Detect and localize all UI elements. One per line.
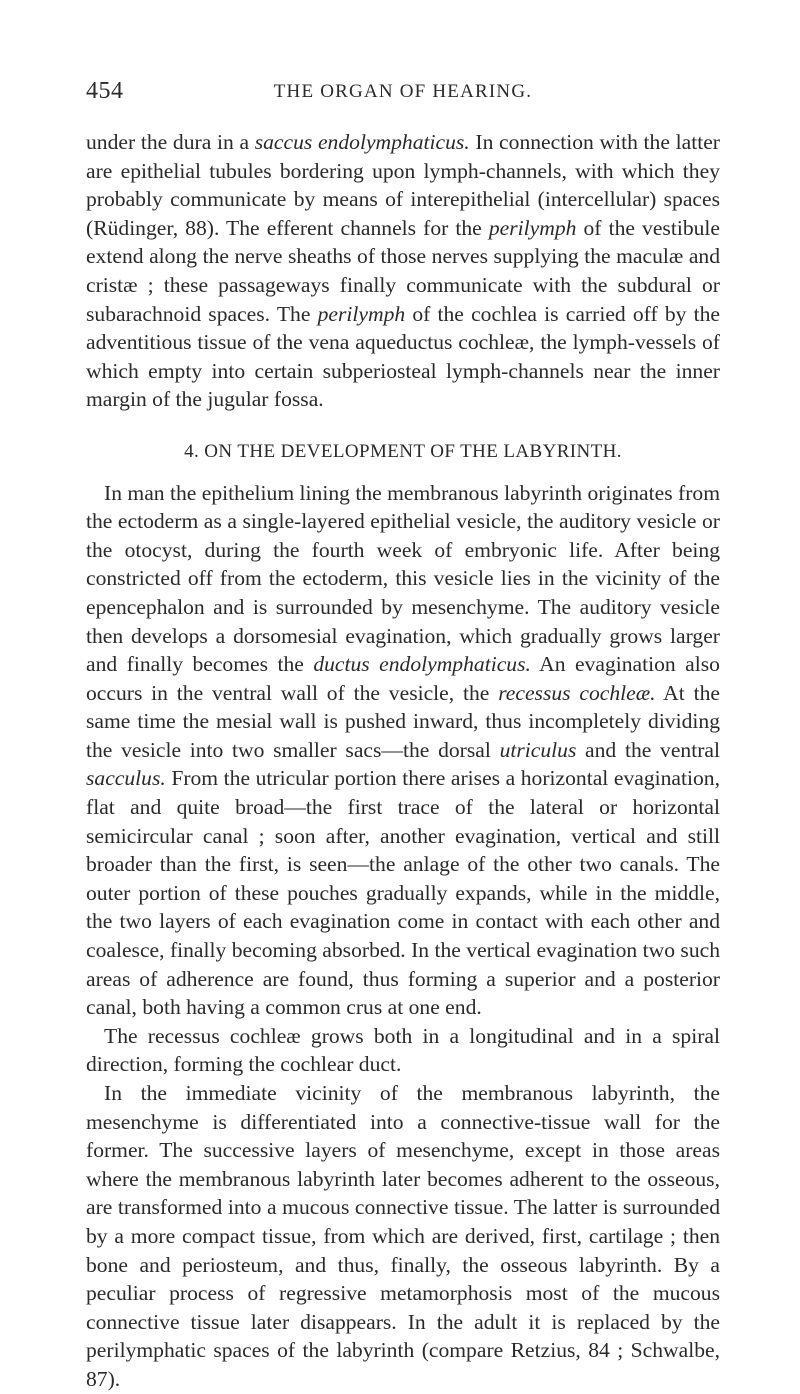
- italic-term: utriculus: [499, 737, 577, 762]
- text-run: In connection with the latter are epithelial tubules bordering upon lymph-channels, with which they probably communicate by means of interepithelial (intercellular) spaces (Rüdinger, 88). The efferent channels for the: [86, 130, 720, 240]
- text-run: under the dura in a: [86, 130, 255, 154]
- text-run: of the vestibule extend along the nerve sheaths of those nerves supplying the maculæ and cristæ ; these passageways finally communicate with the subdural or subarachnoid spaces. The: [86, 215, 720, 326]
- page-number: 454: [86, 78, 124, 104]
- section-heading: 4. ON THE DEVELOPMENT OF THE LABYRINTH.: [184, 440, 622, 462]
- body-text: [86, 128, 720, 1394]
- paragraph-sacculus-endolymphaticus: [86, 128, 720, 414]
- running-title: THE ORGAN OF HEARING.: [273, 81, 533, 102]
- text-run: of the cochlea is carried off by the adventitious tissue of the vena aqueductus cochleæ, the lymph-vessels of which empty into certain subperiosteal lymph-channels near the inner margin of the jugular fossa.: [86, 301, 720, 412]
- italic-term: perilymph: [317, 301, 406, 326]
- paragraph-development: [86, 479, 720, 1022]
- text-run: From the utricular portion there arises a horizontal evagination, flat and quite broad—the first trace of the lateral or horizontal semicircular canal ; soon after, another evagination, vertical and still broader than the first, is seen—the anlage of the other two canals. The outer portion of these pouches gradually expands, while in the middle, the two layers of each evagination come in contact with each other and coalesce, finally becoming absorbed. In the vertical evagination two such areas of adherence are found, thus forming a superior and a posterior canal, both having a common crus at one end.: [86, 766, 720, 1020]
- italic-term: ductus endolymphaticus.: [313, 652, 531, 677]
- text-run: An evagination also occurs in the ventral wall of the vesicle, the: [86, 652, 720, 705]
- paragraph-recessus-cochleae: The recessus cochleæ grows both in a longitudinal and in a spiral direction, forming the cochlear duct.: [86, 1023, 720, 1077]
- italic-term: recessus cochleæ.: [498, 680, 656, 705]
- italic-term: sacculus.: [86, 766, 166, 791]
- italic-term: saccus endolymphaticus.: [254, 130, 470, 154]
- italic-term: perilymph: [488, 215, 577, 240]
- text-run: In man the epithelium lining the membranous labyrinth originates from the ectoderm as a single-layered epithelial vesicle, the auditory vesicle or the otocyst, during the fourth week of embryonic life. After being constricted off from the ectoderm, this vesicle lies in the vicinity of the epencephalon and is surrounded by mesenchyme. The auditory vesicle then develops a dorsomesial evagination, which gradually grows larger and finally becomes the: [86, 480, 720, 677]
- text-run: and the ventral: [576, 737, 720, 762]
- running-head: [86, 78, 720, 108]
- text-run: At the same time the mesial wall is pushed inward, thus incompletely dividing the vesicle into two smaller sacs—the dorsal: [86, 680, 720, 762]
- paragraph-mesenchyme: In the immediate vicinity of the membranous labyrinth, the mesenchyme is differentiated into a connective-tissue wall for the former. The successive layers of mesenchyme, except in those areas where the membranous labyrinth later becomes adherent to the osseous, are transformed into a mucous connective tissue. The latter is surrounded by a more compact tissue, from which are derived, first, cartilage ; then bone and periosteum, and thus, finally, the osseous labyrinth. By a peculiar process of regressive metamorphosis most of the mucous connective tissue later disappears. In the adult it is replaced by the perilymphatic spaces of the labyrinth (compare Retzius, 84 ; Schwalbe, 87).: [86, 1081, 720, 1391]
